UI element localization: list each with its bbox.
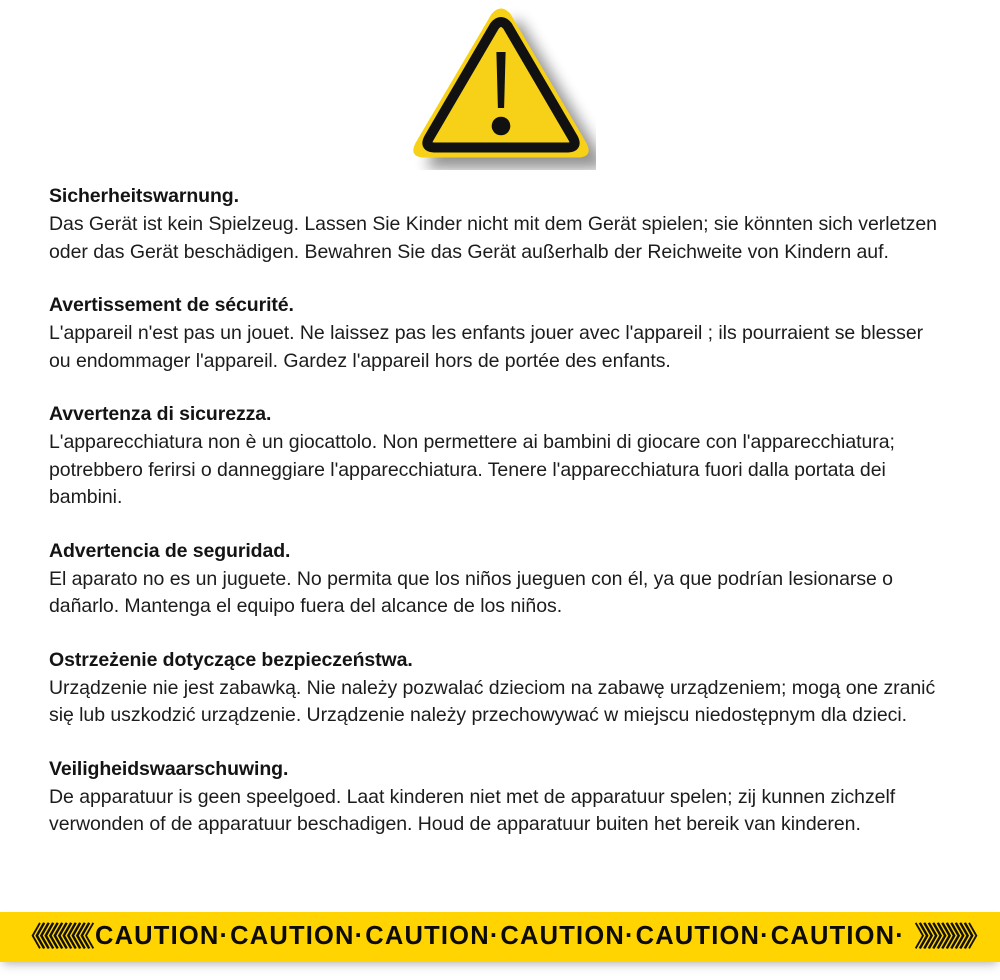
warning-triangle-icon: [406, 4, 596, 170]
caution-word: CAUTION·: [230, 922, 365, 951]
exclamation-dot: [492, 117, 511, 136]
exclamation-stem: [496, 52, 505, 108]
warning-text-sections: [49, 183, 949, 839]
caution-word: CAUTION·: [365, 922, 500, 951]
section-heading-italian: Avvertenza di sicurezza.: [49, 403, 272, 425]
warning-section-polish: [49, 647, 949, 730]
section-heading-dutch: Veiligheidswaarschuwing.: [49, 757, 289, 780]
section-body-spanish: El aparato no es un juguete. No permita que los niños jueguen con él, ya que podrían lesionarse o dañarlo. Mantenga el equipo fuera del alcance de los niños.: [49, 567, 893, 617]
caution-tape-banner: [0, 912, 1000, 962]
section-body-german: Das Gerät ist kein Spielzeug. Lassen Sie Kinder nicht mit dem Gerät spielen; sie könnten sich verletzen oder das Gerät beschädigen. Bewahren Sie das Gerät außerhalb der Reichweite von Kindern auf.: [49, 213, 937, 263]
caution-word: CAUTION·: [635, 922, 770, 951]
warning-section-french: [49, 292, 949, 375]
section-heading-french: Avertissement de sécurité.: [49, 294, 294, 316]
section-heading-german: Sicherheitswarnung.: [49, 185, 239, 207]
section-body-italian: L'apparecchiatura non è un giocattolo. Non permettere ai bambini di giocare con l'apparecchiatura; potrebbero ferirsi o danneggiare l'apparecchiatura. Tenere l'apparecchiatura fuori dalla portata dei bambini.: [49, 431, 895, 508]
left-chevrons-icon: 《《《《《《《《《《《《: [18, 921, 86, 953]
caution-word-list: [95, 924, 906, 950]
warning-section-dutch: [49, 756, 949, 839]
section-body-polish: Urządzenie nie jest zabawką. Nie należy pozwalać dzieciom na zabawę urządzeniem; mogą one zranić się lub uszkodzić urządzenie. Urządzenie należy przechowywać w miejscu niedostępnym dla dzieci.: [49, 676, 936, 726]
section-heading-polish: Ostrzeżenie dotyczące bezpieczeństwa.: [49, 648, 413, 671]
section-body-french: L'appareil n'est pas un jouet. Ne laissez pas les enfants jouer avec l'appareil ; ils pourraient se blesser ou endommager l'appareil. Gardez l'appareil hors de portée des enfants.: [49, 322, 924, 372]
caution-word: CAUTION·: [500, 922, 635, 951]
right-chevrons-icon: 》》》》》》》》》》》》: [914, 921, 982, 953]
caution-banner-wrap: [0, 912, 1000, 964]
section-body-dutch: De apparatuur is geen speelgoed. Laat kinderen niet met de apparatuur spelen; zij kunnen zichzelf verwonden of de apparatuur beschadigen. Houd de apparatuur buiten het bereik van kinderen.: [49, 785, 896, 835]
warning-section-spanish: [49, 538, 949, 621]
warning-symbol-area: [0, 0, 1000, 172]
caution-word: CAUTION·: [94, 922, 230, 951]
caution-word: CAUTION·: [770, 922, 905, 951]
section-heading-spanish: Advertencia de seguridad.: [49, 539, 291, 562]
warning-section-italian: [49, 401, 949, 512]
warning-section-german: [49, 183, 949, 266]
